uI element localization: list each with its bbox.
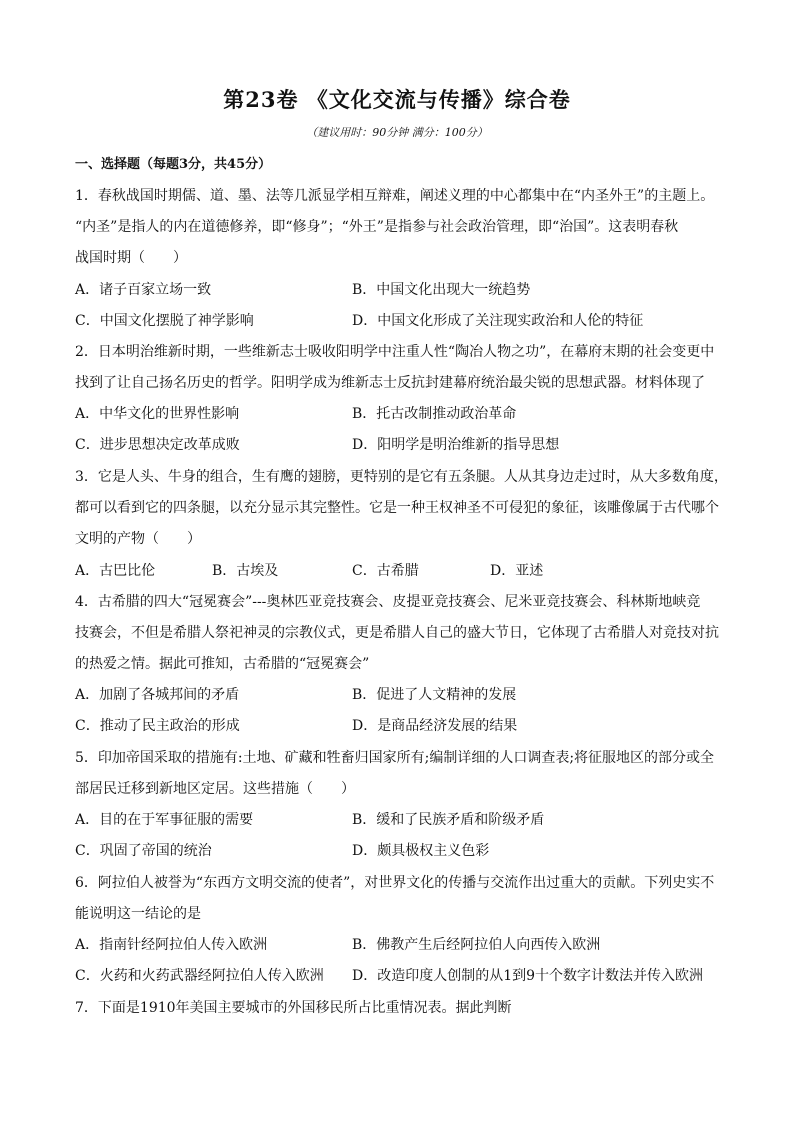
question-1-option-a: A．诸子百家立场一致 [75,282,212,298]
question-5-option-b: B．缓和了民族矛盾和阶级矛盾 [352,812,545,828]
question-1-line-1: 1．春秋战国时期儒、道、墨、法等几派显学相互辩难，阐述义理的中心都集中在“内圣外王”的主题上。 [75,188,715,204]
question-1-line-3: 战国时期（ ） [75,250,187,266]
question-3-option-d: D．亚述 [490,563,544,579]
question-2-line-2: 找到了让自己扬名历史的哲学。阳明学成为维新志士反抗封建幕府统治最尖锐的思想武器。材料体现了 [75,375,705,391]
question-6-option-c: C．火药和火药武器经阿拉伯人传入欧洲 [75,968,324,984]
question-1-option-c: C．中国文化摆脱了神学影响 [75,313,254,329]
question-4-option-b: B．促进了人文精神的发展 [352,687,517,703]
question-4-option-d: D．是商品经济发展的结果 [352,718,518,734]
question-1-option-b: B．中国文化出现大一统趋势 [352,282,531,298]
question-5-line-2: 部居民迁移到新地区定居。这些措施（ ） [75,781,355,797]
question-2-option-d: D．阳明学是明治维新的指导思想 [352,437,560,453]
question-1-line-2: “内圣”是指人的内在道德修养，即“修身”；“外王”是指参与社会政治管理，即“治国”。这表明春秋 [75,219,679,235]
page-subtitle: （建议用时：90分钟 满分：100分） [306,126,488,139]
question-2-option-a: A．中华文化的世界性影响 [75,406,240,422]
question-3-line-1: 3．它是人头、牛身的组合，生有鹰的翅膀，更特别的是它有五条腿。人从其身边走过时，从大多数角度， [75,469,728,485]
page-title: 第23卷 《文化交流与传播》综合卷 [223,87,571,112]
question-4-line-3: 的热爱之情。据此可推知，古希腊的“冠冕赛会” [75,656,370,672]
question-2-option-c: C．进步思想决定改革成败 [75,437,240,453]
question-6-line-1: 6．阿拉伯人被誉为“东西方文明交流的使者”，对世界文化的传播与交流作出过重大的贡献。下列史实不 [75,875,715,891]
question-3-line-2: 都可以看到它的四条腿，以充分显示其完整性。它是一种王权神圣不可侵犯的象征，该雕像属于古代哪个 [75,500,719,516]
question-6-option-b: B．佛教产生后经阿拉伯人向西传入欧洲 [352,937,601,953]
question-3-option-b: B．古埃及 [212,563,279,579]
question-6-option-a: A．指南针经阿拉伯人传入欧洲 [75,937,268,953]
question-6-line-2: 能说明这一结论的是 [75,906,201,922]
question-4-line-1: 4．古希腊的四大“冠冕赛会”---奥林匹亚竞技赛会、皮提亚竞技赛会、尼米亚竞技赛会、科林斯地峡竞 [75,594,701,610]
question-5-line-1: 5．印加帝国采取的措施有:土地、矿藏和牲畜归国家所有;编制详细的人口调查表;将征服地区的部分或全 [75,750,715,766]
question-5-option-c: C．巩固了帝国的统治 [75,843,212,859]
question-3-option-c: C．古希腊 [352,563,419,579]
question-4-option-c: C．推动了民主政治的形成 [75,718,240,734]
section-heading: 一、选择题（每题3分，共45分） [75,157,272,172]
question-1-option-d: D．中国文化形成了关注现实政治和人伦的特征 [352,313,644,329]
question-6-option-d: D．改造印度人创制的从1到9十个数字计数法并传入欧洲 [352,968,704,984]
question-4-line-2: 技赛会，不但是希腊人祭祀神灵的宗教仪式，更是希腊人自己的盛大节日，它体现了古希腊人对竞技对抗 [75,625,719,641]
question-5-option-d: D．颇具极权主义色彩 [352,843,490,859]
question-3-line-3: 文明的产物（ ） [75,531,201,547]
question-4-option-a: A．加剧了各城邦间的矛盾 [75,687,240,703]
question-5-option-a: A．目的在于军事征服的需要 [75,812,254,828]
question-3-option-a: A．古巴比伦 [75,563,156,579]
question-2-option-b: B．托古改制推动政治革命 [352,406,517,422]
question-2-line-1: 2．日本明治维新时期，一些维新志士吸收阳明学中注重人性“陶冶人物之功”，在幕府末期的社会变更中 [75,344,715,360]
question-7-line-1: 7．下面是1910年美国主要城市的外国移民所占比重情况表。据此判断 [75,1000,512,1016]
